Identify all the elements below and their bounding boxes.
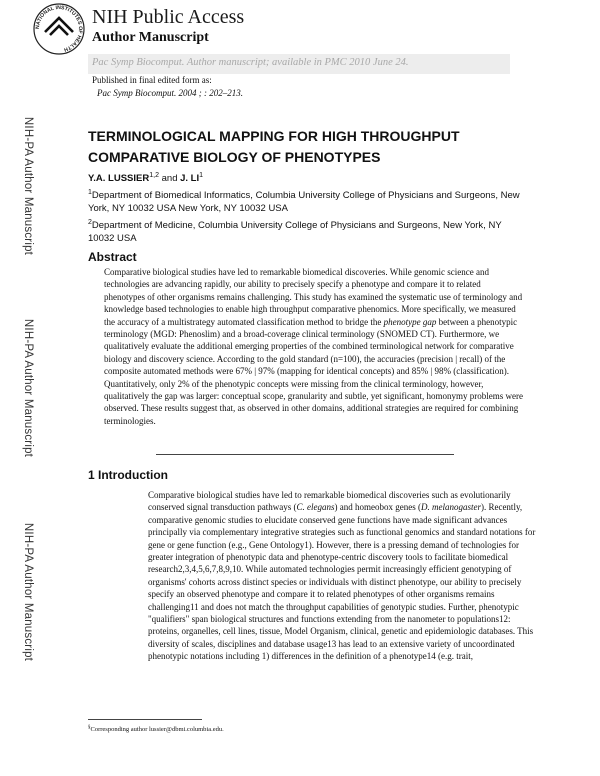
footnote-divider [88, 719, 202, 720]
affiliation-2: $^2$Department of Medicine, Columbia University College of Physicians and Surgeons, New York, NY 10032 USA [88, 219, 502, 245]
nih-seal-logo [32, 2, 86, 56]
author-list: Y.A. LUSSIER$^{1,2}$ and J. $LI^1$ [88, 172, 204, 185]
citation-line: Pac Symp Biocomput. 2004 ; : 202–213. [97, 88, 243, 98]
introduction-body: Comparative biological studies have led to remarkable biomedical discoveries such as evolutionarily conserved signal transduction pathways (C. elegans) and homeobox genes (D. melanogaster). Recently, comparative genomic studies to elucidate conserved gene functions have made significant advances principally via complementary integrative strategies such as functional genomics and standard notations for gene or gene function (e.g., Gene Ontology1). However, there is a pressing demand of technologies for greater integration of phenotypic data and phenotype-centric discovery tools to facilitate biomedical research2,3,4,5,6,7,8,9,10. While automated technologies permit increasingly efficient genotyping of organisms' cohorts across distinct species or individuals with distinct phenotype, our ability to precisely specify an observed phenotype and compare it to related phenotypes of other organisms remains challenging11 and does not match the throughput capabilities of genotypic studies. Further, phenotypic "qualifiers" span biological structures and functions extending from the nanometer to populations12: proteins, organelles, cell lines, tissue, Model Organism, clinical, genetic and epidemiologic databases. This diversity of scales, disciplines and database usage13 has lead to an extensive variety of uncoordinated phenotypic notations including 1) differences in the definition of a phenotype14 (e.g. trait, [148, 490, 536, 662]
published-in-label: Published in final edited form as: [92, 75, 212, 85]
abstract-heading: Abstract [88, 250, 137, 264]
sidebar-watermark-middle: NIH-PA Author Manuscript [22, 318, 34, 458]
sidebar-watermark-top: NIH-PA Author Manuscript [22, 116, 34, 256]
introduction-heading: 1 Introduction [88, 468, 168, 482]
author-name: Y.A. LUSSIER [88, 173, 150, 185]
affiliation-1: $^1$Department of Biomedical Informatics, Columbia University College of Physicians and Surgeons, New York, NY 10032 USA New York, NY 10032 USA [88, 189, 520, 215]
abstract-divider [156, 454, 454, 455]
sidebar-watermark-bottom: NIH-PA Author Manuscript [22, 522, 34, 662]
abstract-body: Comparative biological studies have led to remarkable biomedical discoveries. While genomic science and technologies are advancing rapidly, our ability to precisely specify a phenotype and compare it to related phenotypes of other organisms remains challenging. This study has examined the systematic use of terminology and knowledge based technologies to enable high throughput comparative phenomics. More specifically, we measured the accuracy of a multistrategy automated classification method to bridge the phenotype gap between a phenotypic terminology (MGD: Phenoslim) and a broad-coverage clinical terminology (SNOMED CT). Furthermore, we qualitatively evaluate the additional emerging properties of the combined terminological network for comparative biology and discovery science. According to the gold standard (n=100), the accuracies (precision | recall) of the composite automated methods were 67% | 97% (mapping for identical concepts) and 85% | 98% (classification). Quantitatively, only 2% of the phenotypic concepts were missing from the clinical terminology, however, qualitatively the gap was larger: conceptual scope, granularity and subtle, yet significant, homonymy problems were observed. These results suggest that, as observed in other domains, additional strategies are required for combining terminologies. [104, 267, 523, 426]
author-manuscript-label: Author Manuscript [92, 30, 209, 45]
availability-note: Pac Symp Biocomput. Author manuscript; available in PMC 2010 June 24. [92, 57, 409, 68]
svg-text:NATIONAL INSTITUTES OF HEALTH: NATIONAL INSTITUTES OF HEALTH [34, 4, 84, 53]
nih-public-access-title: NIH Public Access [92, 6, 245, 28]
author-name: J. LI [180, 173, 200, 185]
corresponding-author-footnote: §Corresponding author lussier@dbmi.columbia.edu. [88, 725, 224, 734]
paper-title: TERMINOLOGICAL MAPPING FOR HIGH THROUGHPUT COMPARATIVE BIOLOGY OF PHENOTYPES [88, 128, 460, 165]
